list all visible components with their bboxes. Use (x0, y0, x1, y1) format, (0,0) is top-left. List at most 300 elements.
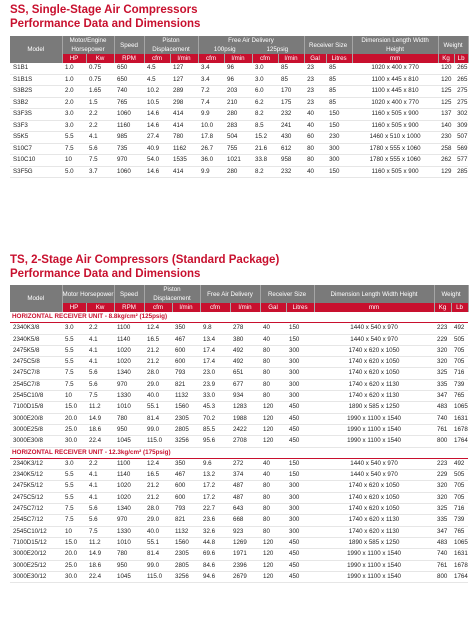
header-dimension: Dimension Length Width Height (352, 36, 438, 54)
table-cell: 2475K5/8 (10, 345, 62, 356)
ts-header-free-air: Free Air Delivery (200, 285, 260, 303)
table-cell: S10C7 (10, 143, 62, 155)
table-cell: 3000E25/12 (10, 560, 62, 571)
table-cell: 10.2 (144, 86, 170, 98)
table-cell: 600 (172, 345, 200, 356)
table-cell: 302 (454, 109, 468, 121)
table-cell: 1100 (114, 458, 144, 469)
header-125psig: 125psig (266, 46, 289, 53)
table-cell: 2708 (230, 436, 260, 447)
table-cell: 125 (438, 86, 454, 98)
table-cell: 320 (434, 481, 451, 492)
table-cell: 309 (454, 120, 468, 132)
table-cell: 7.5 (62, 504, 86, 515)
table-row (10, 155, 468, 167)
table-cell: 150 (326, 120, 352, 132)
table-row (10, 357, 468, 368)
table-cell: 320 (434, 345, 451, 356)
table-cell: 140 (438, 120, 454, 132)
table-cell: 577 (454, 155, 468, 167)
table-cell: 85.5 (200, 424, 230, 435)
table-cell: 1631 (451, 413, 468, 424)
table-cell: 54.0 (144, 155, 170, 167)
table-cell: 300 (326, 155, 352, 167)
table-cell: 970 (114, 515, 144, 526)
header-free-air-label: Free Air Delivery (228, 37, 274, 44)
table-cell: 492 (230, 345, 260, 356)
table-cell: 450 (286, 571, 314, 582)
table-cell: 14.9 (86, 549, 114, 560)
table-cell: 934 (230, 391, 260, 402)
ts-section-title (10, 253, 279, 281)
table-cell: 483 (434, 402, 451, 413)
section-header-row (10, 447, 468, 458)
table-cell: 1971 (230, 549, 260, 560)
table-cell: 450 (286, 424, 314, 435)
table-cell: 793 (172, 368, 200, 379)
table-cell: 7100D15/8 (10, 402, 62, 413)
table-cell: 492 (451, 323, 468, 334)
table-cell: 414 (170, 166, 198, 178)
table-cell: 2545C10/12 (10, 526, 62, 537)
table-cell: 150 (286, 334, 314, 345)
table-cell: 800 (434, 436, 451, 447)
table-cell: 20.0 (62, 549, 86, 560)
table-cell: 28.0 (144, 504, 172, 515)
table-cell: 487 (230, 481, 260, 492)
table-cell: 0.75 (86, 74, 114, 86)
table-cell: 765 (114, 97, 144, 109)
table-cell: 2340K3/8 (10, 323, 62, 334)
table-cell: 705 (451, 481, 468, 492)
table-cell: 1045 (114, 436, 144, 447)
table-cell: 8.2 (252, 166, 278, 178)
table-cell: 705 (451, 345, 468, 356)
table-cell: 14.6 (144, 109, 170, 121)
table-cell: 4.1 (86, 132, 114, 144)
table-cell: 2.2 (86, 109, 114, 121)
table-cell: 1100 x 445 x 810 (352, 86, 438, 98)
ts-header-receiver: Receiver Size (260, 285, 314, 303)
table-cell: 81.4 (144, 413, 172, 424)
table-cell: 492 (230, 357, 260, 368)
table-cell: 23.0 (200, 368, 230, 379)
table-cell: 2475K5/12 (10, 481, 62, 492)
header-piston: Piston Displacement (144, 36, 198, 54)
table-cell: 4.5 (144, 63, 170, 74)
table-cell: 2545C7/8 (10, 379, 62, 390)
table-cell: 40 (304, 120, 326, 132)
table-cell: 9.9 (198, 166, 224, 178)
table-cell: 300 (286, 526, 314, 537)
table-cell: 80 (260, 526, 286, 537)
table-cell: 2.2 (86, 458, 114, 469)
table-row (10, 492, 468, 503)
table-row (10, 132, 468, 144)
table-cell: 5.6 (86, 504, 114, 515)
table-cell: 17.4 (200, 357, 230, 368)
table-cell: 22.7 (200, 504, 230, 515)
header-motor: Motor/Engine Horsepower (62, 36, 114, 54)
table-cell: 84.6 (200, 560, 230, 571)
table-cell: 285 (454, 166, 468, 178)
table-cell: S10C10 (10, 155, 62, 167)
table-row (10, 458, 468, 469)
table-cell: 1.0 (62, 63, 86, 74)
table-cell: 120 (260, 537, 286, 548)
table-cell: 127 (170, 74, 198, 86)
table-cell: 80 (260, 345, 286, 356)
table-cell: 12.4 (144, 458, 172, 469)
table-cell: 5.5 (62, 357, 86, 368)
table-cell: 5.5 (62, 470, 86, 481)
ts-unit-lmin: l/min (172, 303, 200, 312)
table-cell: 300 (286, 481, 314, 492)
ts-title-line1: TS, 2-Stage Air Compressors (Standard Package) (10, 254, 280, 266)
table-cell: 950 (114, 560, 144, 571)
table-cell: 40 (260, 323, 286, 334)
table-cell: 1460 x 510 x 1000 (352, 132, 438, 144)
ts-performance-table (10, 285, 469, 583)
table-cell: 120 (260, 549, 286, 560)
table-cell: 69.6 (200, 549, 230, 560)
table-cell: 3000E30/12 (10, 571, 62, 582)
table-row (10, 402, 468, 413)
table-cell: 32.6 (200, 526, 230, 537)
table-cell: 1283 (230, 402, 260, 413)
table-cell: S5K5 (10, 132, 62, 144)
table-cell: 450 (286, 537, 314, 548)
table-cell: 600 (172, 481, 200, 492)
ts-header-speed: Speed (114, 285, 144, 303)
table-row (10, 120, 468, 132)
table-cell: 99.0 (144, 424, 172, 435)
table-cell: 280 (224, 109, 252, 121)
table-cell: 283 (224, 120, 252, 132)
table-row (10, 571, 468, 582)
table-cell: 958 (278, 155, 304, 167)
table-cell: 414 (170, 120, 198, 132)
table-cell: 7.4 (198, 97, 224, 109)
table-cell: 16.5 (144, 470, 172, 481)
table-cell: 1990 x 1100 x 1540 (314, 413, 434, 424)
table-cell: 300 (286, 515, 314, 526)
table-cell: 120 (438, 74, 454, 86)
table-cell: 13.2 (200, 470, 230, 481)
table-cell: 94.6 (200, 571, 230, 582)
table-cell: 120 (260, 413, 286, 424)
table-row (10, 63, 468, 74)
table-cell: 3256 (172, 436, 200, 447)
table-cell: 1890 x 585 x 1250 (314, 402, 434, 413)
table-cell: 1890 x 585 x 1250 (314, 537, 434, 548)
table-cell: 21.2 (144, 345, 172, 356)
table-cell: 127 (170, 63, 198, 74)
table-cell: 507 (454, 132, 468, 144)
table-cell: 85 (326, 74, 352, 86)
table-cell: 5.6 (86, 368, 114, 379)
table-cell: 1020 (114, 357, 144, 368)
table-cell: 4.1 (86, 470, 114, 481)
table-cell: 450 (286, 436, 314, 447)
table-cell: 335 (434, 379, 451, 390)
table-cell: 1678 (451, 424, 468, 435)
table-cell: 80 (260, 379, 286, 390)
table-cell: 265 (454, 74, 468, 86)
table-cell: 3.0 (62, 109, 86, 121)
table-cell: 492 (451, 458, 468, 469)
table-cell: 1132 (172, 526, 200, 537)
table-cell: 27.4 (144, 132, 170, 144)
table-cell: 120 (260, 571, 286, 582)
ts-unit-cfm-fad: cfm (200, 303, 230, 312)
table-cell: 0.75 (86, 63, 114, 74)
table-cell: 450 (286, 560, 314, 571)
table-cell: S3B2 (10, 97, 62, 109)
ts-unit-kw: Kw (86, 303, 114, 312)
table-cell: 150 (286, 470, 314, 481)
table-cell: 175 (278, 97, 304, 109)
table-cell: 716 (451, 504, 468, 515)
table-row (10, 560, 468, 571)
table-cell: 1269 (230, 537, 260, 548)
table-cell: 1010 (114, 537, 144, 548)
table-cell: 203 (224, 86, 252, 98)
table-cell: 10 (62, 526, 86, 537)
table-cell: 780 (114, 549, 144, 560)
table-cell: 21.6 (252, 143, 278, 155)
table-cell: 1330 (114, 391, 144, 402)
table-cell: 1021 (224, 155, 252, 167)
table-cell: 44.8 (200, 537, 230, 548)
table-cell: 278 (230, 323, 260, 334)
table-cell: 3000E20/8 (10, 413, 62, 424)
header-weight: Weight (438, 36, 468, 54)
table-cell: 18.6 (86, 424, 114, 435)
table-cell: 4.1 (86, 357, 114, 368)
table-cell: 740 (434, 413, 451, 424)
table-cell: 600 (172, 357, 200, 368)
table-cell: 612 (278, 143, 304, 155)
table-cell: 450 (286, 549, 314, 560)
table-cell: 1330 (114, 526, 144, 537)
table-cell: 755 (224, 143, 252, 155)
section-label: HORIZONTAL RECEIVER UNIT - 12.3kg/cm² (175psig) (10, 447, 468, 458)
table-cell: 505 (451, 470, 468, 481)
ts-header-model: Model (10, 285, 62, 312)
table-cell: 23.6 (200, 515, 230, 526)
table-cell: 1045 (114, 571, 144, 582)
table-cell: 300 (286, 504, 314, 515)
unit-lb: Lb (454, 54, 468, 63)
table-cell: 14.6 (144, 120, 170, 132)
table-cell: 1740 x 620 x 1050 (314, 504, 434, 515)
table-cell: 23 (304, 97, 326, 109)
table-cell: 9.6 (200, 458, 230, 469)
table-cell: 821 (172, 515, 200, 526)
table-cell: 3.0 (62, 323, 86, 334)
table-cell: 8.5 (252, 120, 278, 132)
table-cell: 262 (438, 155, 454, 167)
table-cell: 40.0 (144, 526, 172, 537)
table-cell: 14.6 (144, 166, 170, 178)
table-cell: 80 (260, 357, 286, 368)
table-cell: 150 (286, 458, 314, 469)
table-cell: 229 (434, 334, 451, 345)
ts-unit-mm: mm (314, 303, 434, 312)
table-cell: 5.5 (62, 334, 86, 345)
table-cell: 150 (286, 323, 314, 334)
table-row (10, 470, 468, 481)
unit-rpm: RPM (114, 54, 144, 63)
table-cell: 1740 x 620 x 1050 (314, 345, 434, 356)
table-cell: S3B2S (10, 86, 62, 98)
table-cell: 137 (438, 109, 454, 121)
table-cell: 2340K3/12 (10, 458, 62, 469)
table-cell: 7100D15/12 (10, 537, 62, 548)
table-cell: 300 (286, 345, 314, 356)
table-cell: 1020 (114, 345, 144, 356)
table-row (10, 504, 468, 515)
ts-unit-hp: HP (62, 303, 86, 312)
table-cell: 60 (304, 132, 326, 144)
table-cell: 258 (438, 143, 454, 155)
table-cell: 740 (114, 86, 144, 98)
table-cell: 3.4 (198, 74, 224, 86)
table-cell: 5.6 (86, 515, 114, 526)
table-cell: 23 (304, 86, 326, 98)
table-cell: 22.4 (86, 571, 114, 582)
table-cell: 10 (62, 391, 86, 402)
table-cell: 36.0 (198, 155, 224, 167)
table-cell: 414 (170, 109, 198, 121)
table-cell: 467 (172, 334, 200, 345)
table-cell: 1990 x 1100 x 1540 (314, 436, 434, 447)
table-cell: 7.5 (62, 379, 86, 390)
table-cell: S3F3 (10, 120, 62, 132)
table-cell: 25.0 (62, 424, 86, 435)
table-row (10, 368, 468, 379)
table-cell: 2340K5/12 (10, 470, 62, 481)
table-cell: 1.5 (86, 97, 114, 109)
table-cell: 150 (326, 109, 352, 121)
table-cell: 923 (230, 526, 260, 537)
table-cell: 241 (278, 120, 304, 132)
table-cell: 1162 (170, 143, 198, 155)
table-cell: 289 (170, 86, 198, 98)
table-cell: S1B1 (10, 63, 62, 74)
table-cell: 1740 x 620 x 1050 (314, 481, 434, 492)
table-cell: 18.6 (86, 560, 114, 571)
table-cell: 347 (434, 391, 451, 402)
unit-hp: HP (62, 54, 86, 63)
table-cell: 5.6 (86, 379, 114, 390)
table-cell: S3F5G (10, 166, 62, 178)
table-cell: 1678 (451, 560, 468, 571)
table-cell: 2305 (172, 413, 200, 424)
table-cell: 1340 (114, 504, 144, 515)
table-cell: S3F3S (10, 109, 62, 121)
table-cell: 1740 x 620 x 1130 (314, 526, 434, 537)
table-cell: 2.2 (86, 120, 114, 132)
table-cell: 280 (224, 166, 252, 178)
table-cell: 1740 x 620 x 1050 (314, 492, 434, 503)
table-cell: 483 (434, 537, 451, 548)
table-cell: 1020 (114, 492, 144, 503)
table-cell: 7.5 (62, 515, 86, 526)
table-cell: 1440 x 540 x 970 (314, 334, 434, 345)
table-cell: 2396 (230, 560, 260, 571)
table-cell: 1020 x 400 x 770 (352, 97, 438, 109)
table-cell: 223 (434, 458, 451, 469)
table-cell: 150 (326, 166, 352, 178)
table-cell: 80 (260, 504, 286, 515)
table-cell: 85 (278, 63, 304, 74)
table-cell: 739 (451, 379, 468, 390)
table-cell: 125 (438, 97, 454, 109)
table-row (10, 481, 468, 492)
table-cell: 2.0 (62, 86, 86, 98)
table-cell: 120 (260, 436, 286, 447)
table-cell: 12.4 (144, 323, 172, 334)
table-cell: 7.5 (62, 368, 86, 379)
table-cell: 7.5 (86, 526, 114, 537)
table-cell: 170 (278, 86, 304, 98)
table-row (10, 166, 468, 178)
table-cell: 1010 (114, 402, 144, 413)
table-cell: 5.0 (62, 166, 86, 178)
table-row (10, 413, 468, 424)
table-cell: 650 (114, 63, 144, 74)
table-cell: 28.0 (144, 368, 172, 379)
table-cell: 643 (230, 504, 260, 515)
table-cell: 450 (286, 413, 314, 424)
table-cell: 1440 x 540 x 970 (314, 470, 434, 481)
table-cell: 3.4 (198, 63, 224, 74)
table-cell: 265 (454, 63, 468, 74)
table-cell: 2340K5/8 (10, 334, 62, 345)
table-row (10, 436, 468, 447)
table-row (10, 109, 468, 121)
table-cell: 347 (434, 526, 451, 537)
table-cell: 80 (304, 155, 326, 167)
table-cell: 3.0 (252, 74, 278, 86)
table-cell: 1340 (114, 368, 144, 379)
table-cell: 1160 (114, 120, 144, 132)
table-cell: 9.8 (200, 323, 230, 334)
table-cell: 80 (260, 492, 286, 503)
table-cell: 1132 (172, 391, 200, 402)
table-cell: 504 (224, 132, 252, 144)
table-cell: 115.0 (144, 571, 172, 582)
table-cell: 1740 x 620 x 1130 (314, 515, 434, 526)
table-cell: 374 (230, 470, 260, 481)
table-cell: 1065 (451, 402, 468, 413)
table-cell: 10.5 (144, 97, 170, 109)
table-cell: 2.2 (86, 323, 114, 334)
table-cell: 1631 (451, 549, 468, 560)
table-cell: 705 (451, 357, 468, 368)
table-cell: 3.0 (252, 63, 278, 74)
table-cell: 33.8 (252, 155, 278, 167)
table-cell: 120 (260, 424, 286, 435)
table-cell: 1780 x 555 x 1060 (352, 143, 438, 155)
table-cell: 1560 (172, 537, 200, 548)
table-cell: 1764 (451, 436, 468, 447)
table-cell: 15.0 (62, 402, 86, 413)
table-cell: 677 (230, 379, 260, 390)
table-cell: 45.3 (200, 402, 230, 413)
